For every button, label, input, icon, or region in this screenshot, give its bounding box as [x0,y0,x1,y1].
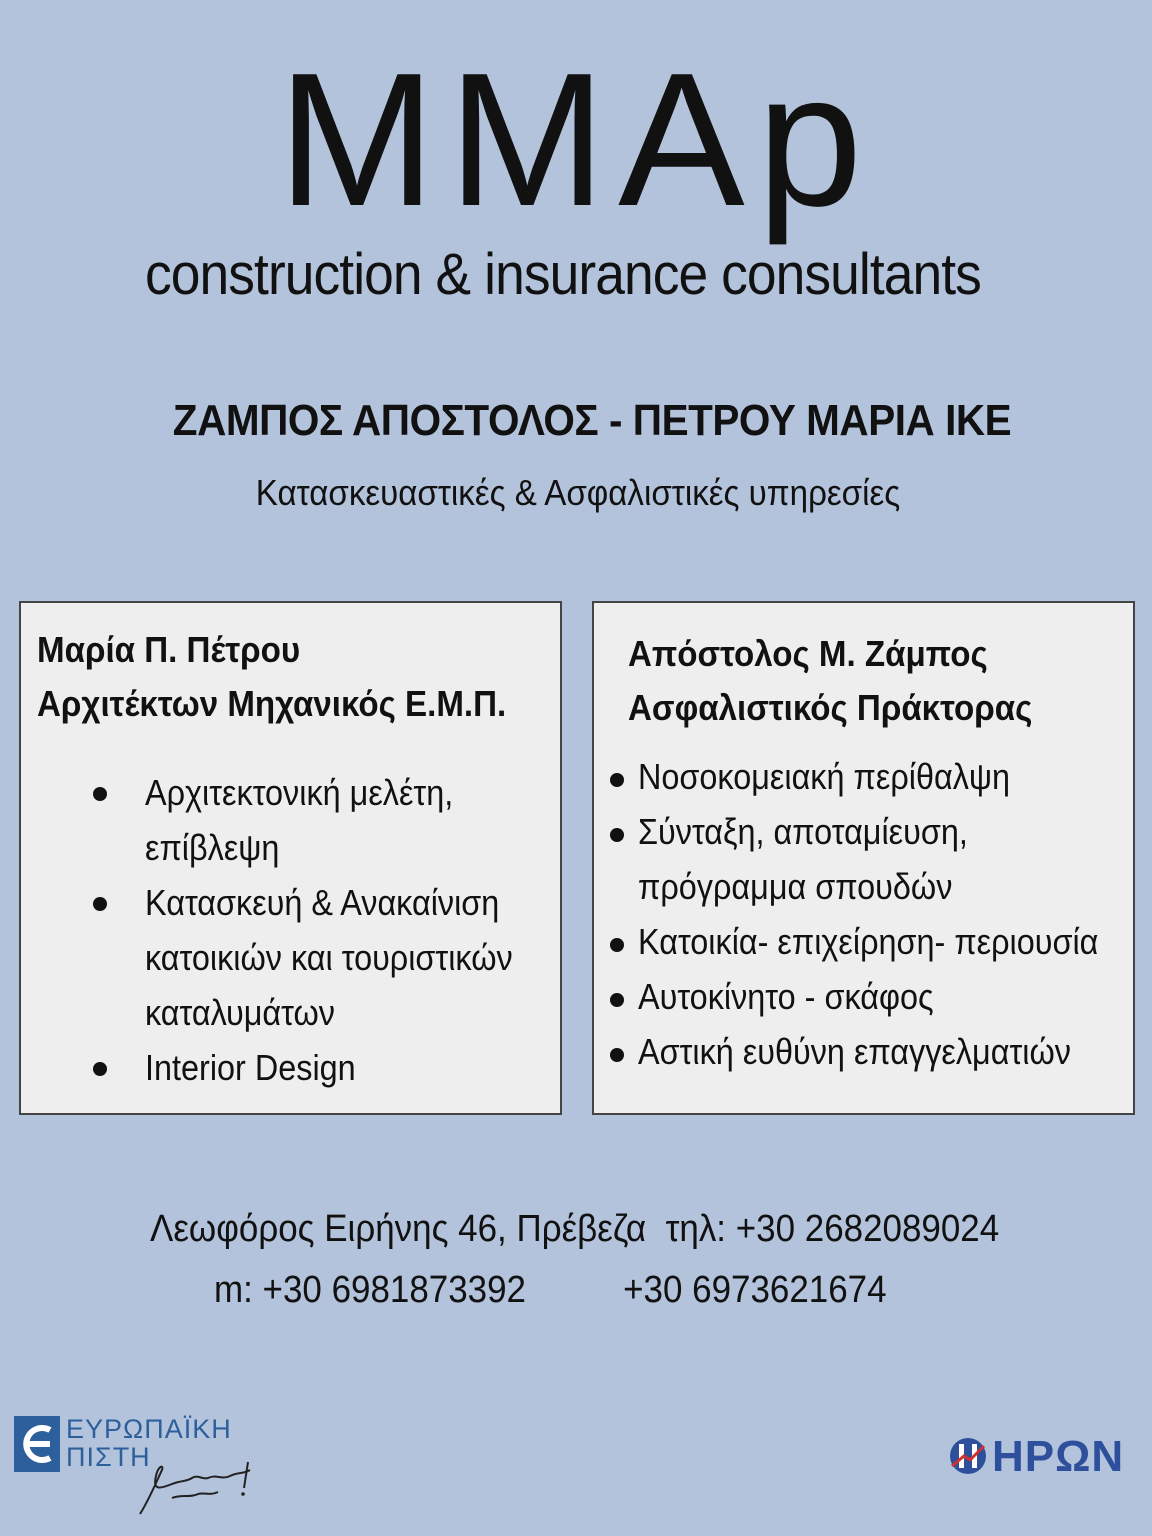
bullet-icon [610,773,624,787]
bullet-icon [610,993,624,1007]
service-line: Κατοικία- επιχείρηση- περιουσία [638,921,1099,962]
bullet-icon [610,828,624,842]
insurance-card [592,601,1135,1115]
architect-card [19,601,562,1115]
contact-address: Λεωφόρος Ειρήνης 46, Πρέβεζα τηλ: +30 2682089024 [150,1208,1000,1250]
list-item [608,914,1133,969]
list-item [608,749,1133,804]
bullet-icon [610,938,624,952]
signature-icon [132,1448,256,1518]
europaiki-pisti-logo-icon [14,1416,60,1472]
heron-word: ΗΡΩΝ [992,1432,1125,1481]
heron-logo-icon [948,1434,988,1478]
architect-name: Μαρία Π. Πέτρου [37,629,301,670]
bullet-icon [93,1062,107,1076]
service-line: Αστική ευθύνη επαγγελματιών [638,1031,1071,1072]
europaiki-pisti-word-2: ΠΙΣΤΗ [66,1442,151,1472]
service-line: Νοσοκομειακή περίθαλψη [638,756,1011,797]
architect-card-header [37,623,506,731]
architect-role: Αρχιτέκτων Μηχανικός Ε.Μ.Π. [37,683,507,724]
bullet-icon [93,897,107,911]
agent-name: Απόστολος Μ. Ζάμπος [628,633,988,674]
list-item [608,969,1133,1024]
service-line: καταλυμάτων [145,992,335,1033]
bullet-icon [93,787,107,801]
insurance-card-header [628,627,1032,735]
europaiki-pisti-logo [14,1412,254,1518]
agent-role: Ασφαλιστικός Πράκτορας [628,687,1033,728]
brand-subtitle: construction & insurance consultants [145,242,981,307]
service-line: Αυτοκίνητο - σκάφος [638,976,934,1017]
bullet-icon [610,1048,624,1062]
service-line: κατοικιών και τουριστικών [145,937,513,978]
list-item [83,1040,553,1095]
company-name: ΖΑΜΠΟΣ ΑΠΟΣΤΟΛΟΣ - ΠΕΤΡΟΥ ΜΑΡΙΑ ΙΚΕ [172,396,1012,445]
service-line: Αρχιτεκτονική μελέτη, [145,772,454,813]
service-line: πρόγραμμα σπουδών [638,866,953,907]
architect-services-list [83,765,553,1095]
list-item [608,804,1133,914]
list-item [608,1024,1133,1079]
europaiki-pisti-word-1: ΕΥΡΩΠΑΪΚΗ [66,1414,232,1444]
service-line: επίβλεψη [145,827,280,868]
list-item [83,765,553,875]
service-line: Σύνταξη, αποταμίευση, [638,811,968,852]
insurance-services-list [608,749,1133,1079]
service-line: Κατασκευή & Ανακαίνιση [145,882,500,923]
contact-mobile: m: +30 6981873392 +30 6973621674 [214,1269,887,1311]
brand-title: MMAp [277,34,875,246]
company-description: Κατασκευαστικές & Ασφαλιστικές υπηρεσίες [255,472,901,513]
list-item [83,875,553,1040]
heron-logo [948,1432,1125,1488]
service-line: Interior Design [145,1047,356,1088]
